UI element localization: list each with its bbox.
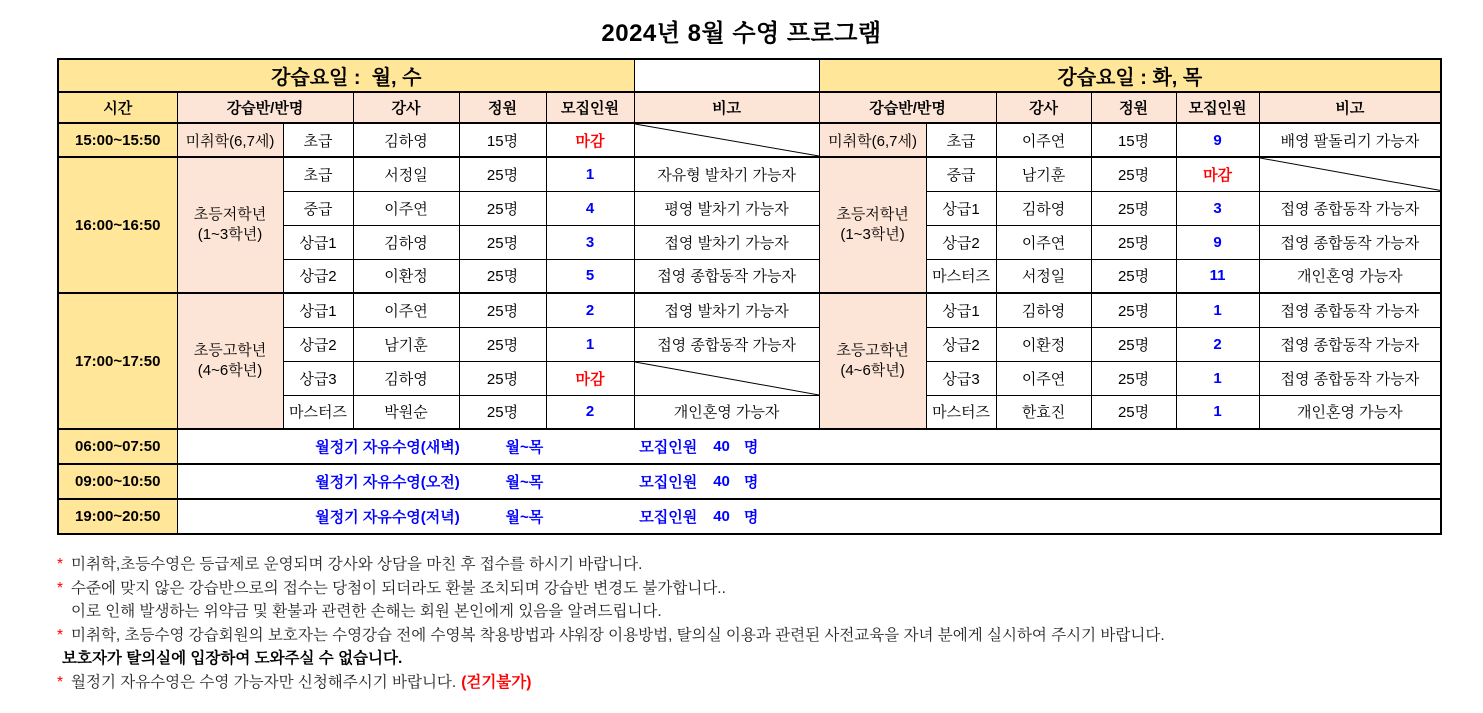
group-cell: 미취학(6,7세): [819, 123, 926, 157]
note-cell: 접영 종합동작 가능자: [634, 327, 819, 361]
capacity-cell: 15명: [1091, 123, 1176, 157]
level-cell: 상급2: [283, 327, 353, 361]
band-gap: [634, 59, 819, 92]
col-header-note: 비고: [1259, 92, 1441, 123]
note-line: [57, 624, 1483, 648]
time-cell: 06:00~07:50: [58, 429, 177, 464]
note-cell: 접영 종합동작 가능자: [1259, 361, 1441, 395]
col-header-note: 비고: [634, 92, 819, 123]
swim-schedule-table: [57, 58, 1442, 535]
col-header-capacity: 정원: [459, 92, 546, 123]
free-swim-row: [177, 464, 1441, 499]
level-cell: 중급: [283, 191, 353, 225]
note-star: *: [57, 673, 64, 691]
level-cell: 상급3: [926, 361, 996, 395]
time-cell: 19:00~20:50: [58, 499, 177, 534]
capacity-cell: 25명: [1091, 225, 1176, 259]
instructor-cell: 이환정: [996, 327, 1091, 361]
free-swim-count: 40: [713, 438, 730, 455]
group-grades: (4~6학년): [840, 362, 905, 379]
recruit-cell: 1: [1176, 395, 1259, 429]
group-grades: (1~3학년): [840, 226, 905, 243]
note-line: [57, 647, 1483, 671]
free-swim-days: 월~목: [505, 474, 544, 491]
empty-note-cell: [634, 361, 819, 395]
empty-note-cell: [634, 123, 819, 157]
instructor-cell: 이주연: [996, 225, 1091, 259]
note-star: *: [57, 556, 64, 573]
capacity-cell: 15명: [459, 123, 546, 157]
note-cell: 접영 종합동작 가능자: [634, 259, 819, 293]
note-line: [57, 577, 1483, 601]
instructor-cell: 남기훈: [353, 327, 459, 361]
note-highlight: (걷기불가): [461, 673, 532, 691]
instructor-cell: 이주연: [353, 293, 459, 327]
col-header-class: 강습반/반명: [177, 92, 353, 123]
free-swim-unit: 명: [743, 509, 759, 526]
level-cell: 상급3: [283, 361, 353, 395]
instructor-cell: 김하영: [353, 225, 459, 259]
note-line: [57, 671, 1483, 695]
diagonal-line: [635, 362, 819, 395]
col-header-time: 시간: [58, 92, 177, 123]
free-swim-unit: 명: [743, 474, 759, 491]
capacity-cell: 25명: [459, 327, 546, 361]
note-cell: 배영 팔돌리기 가능자: [1259, 123, 1441, 157]
level-cell: 마스터즈: [926, 395, 996, 429]
level-cell: 초급: [283, 157, 353, 191]
note-text: 이로 인해 발생하는 위약금 및 환불과 관련한 손해는 회원 본인에게 있음을 알려드립니다.: [71, 603, 662, 620]
free-swim-recruit-label: 모집인원: [639, 474, 698, 491]
note-text: 월정기 자유수영은 수영 가능자만 신청해주시기 바랍니다.: [71, 673, 457, 691]
group-grades: (4~6학년): [197, 362, 263, 379]
instructor-cell: 이주연: [996, 123, 1091, 157]
group-name: 초등저학년: [193, 205, 267, 223]
note-star: *: [57, 579, 64, 597]
note-cell: 접영 종합동작 가능자: [1259, 327, 1441, 361]
instructor-cell: 김하영: [353, 361, 459, 395]
capacity-cell: 25명: [1091, 293, 1176, 327]
page-title: 2024년 8월 수영 프로그램: [601, 20, 882, 47]
free-swim-row: [177, 499, 1441, 534]
capacity-cell: 25명: [459, 157, 546, 191]
note-text: 미취학,초등수영은 등급제로 운영되며 강사와 상담을 마친 후 접수를 하시기 바랍니다.: [71, 556, 643, 573]
instructor-cell: 김하영: [996, 293, 1091, 327]
note-cell: 개인혼영 가능자: [634, 395, 819, 429]
group-name: 초등고학년: [836, 341, 909, 359]
recruit-cell: 마감: [546, 361, 634, 395]
group-name: 초등고학년: [193, 341, 267, 359]
note-cell: 자유형 발차기 가능자: [634, 157, 819, 191]
recruit-cell: 1: [546, 157, 634, 191]
group-cell: [819, 157, 926, 293]
group-cell: [819, 293, 926, 429]
recruit-cell: 마감: [546, 123, 634, 157]
free-swim-name: 월정기 자유수영(저녁): [315, 509, 460, 526]
band-header-mon-wed: 강습요일 : 월, 수: [58, 59, 634, 92]
recruit-cell: 2: [546, 395, 634, 429]
recruit-cell: 3: [546, 225, 634, 259]
level-cell: 초급: [926, 123, 996, 157]
free-swim-days: 월~목: [505, 509, 544, 526]
free-swim-recruit-label: 모집인원: [639, 509, 698, 526]
col-header-instructor: 강사: [996, 92, 1091, 123]
diagonal-line: [1260, 158, 1441, 191]
note-cell: 접영 발차기 가능자: [634, 293, 819, 327]
level-cell: 상급2: [926, 327, 996, 361]
recruit-cell: 1: [1176, 361, 1259, 395]
level-cell: 상급2: [283, 259, 353, 293]
recruit-cell: 1: [546, 327, 634, 361]
recruit-cell: 5: [546, 259, 634, 293]
free-swim-count: 40: [713, 508, 730, 525]
instructor-cell: 서정일: [996, 259, 1091, 293]
capacity-cell: 25명: [459, 225, 546, 259]
capacity-cell: 25명: [459, 293, 546, 327]
time-cell: 17:00~17:50: [58, 293, 177, 429]
free-swim-recruit-label: 모집인원: [639, 439, 698, 456]
free-swim-unit: 명: [743, 439, 759, 456]
instructor-cell: 김하영: [996, 191, 1091, 225]
note-line: [57, 600, 1483, 624]
notes-section: [57, 553, 1483, 694]
recruit-cell: 2: [546, 293, 634, 327]
free-swim-name: 월정기 자유수영(오전): [315, 474, 460, 491]
free-swim-name: 월정기 자유수영(새벽): [315, 439, 460, 456]
instructor-cell: 이환정: [353, 259, 459, 293]
instructor-cell: 서정일: [353, 157, 459, 191]
col-header-recruit: 모집인원: [1176, 92, 1259, 123]
col-header-capacity: 정원: [1091, 92, 1176, 123]
level-cell: 마스터즈: [283, 395, 353, 429]
capacity-cell: 25명: [459, 395, 546, 429]
recruit-cell: 1: [1176, 293, 1259, 327]
note-star: *: [57, 626, 64, 644]
note-cell: 접영 종합동작 가능자: [1259, 293, 1441, 327]
note-cell: 개인혼영 가능자: [1259, 259, 1441, 293]
capacity-cell: 25명: [459, 191, 546, 225]
level-cell: 초급: [283, 123, 353, 157]
recruit-cell: 4: [546, 191, 634, 225]
note-text: 미취학, 초등수영 강습회원의 보호자는 수영강습 전에 수영복 착용방법과 샤워장 이용방법, 탈의실 이용과 관련된 사전교육을 자녀 분에게 실시하여 주시기 바랍니다.: [71, 626, 1165, 644]
recruit-cell: 9: [1176, 225, 1259, 259]
note-cell: 접영 종합동작 가능자: [1259, 191, 1441, 225]
instructor-cell: 한효진: [996, 395, 1091, 429]
capacity-cell: 25명: [459, 361, 546, 395]
instructor-cell: 이주연: [353, 191, 459, 225]
note-text-bold: 보호자가 탈의실에 입장하여 도와주실 수 없습니다.: [62, 650, 403, 667]
free-swim-days: 월~목: [505, 439, 544, 456]
time-cell: 09:00~10:50: [58, 464, 177, 499]
free-swim-count: 40: [713, 473, 730, 490]
capacity-cell: 25명: [1091, 157, 1176, 191]
note-text: 수준에 맞지 않은 강습반으로의 접수는 당첨이 되더라도 환불 조치되며 강습반 변경도 불가합니다..: [71, 579, 726, 597]
group-cell: [177, 293, 283, 429]
diagonal-line: [635, 124, 819, 156]
free-swim-row: [177, 429, 1441, 464]
level-cell: 상급1: [283, 293, 353, 327]
capacity-cell: 25명: [1091, 327, 1176, 361]
col-header-class: 강습반/반명: [819, 92, 996, 123]
note-cell: 접영 종합동작 가능자: [1259, 225, 1441, 259]
level-cell: 마스터즈: [926, 259, 996, 293]
level-cell: 상급1: [283, 225, 353, 259]
group-name: 초등저학년: [836, 205, 909, 223]
time-cell: 15:00~15:50: [58, 123, 177, 157]
capacity-cell: 25명: [1091, 361, 1176, 395]
instructor-cell: 이주연: [996, 361, 1091, 395]
band-header-tue-thu: 강습요일 : 화, 목: [819, 59, 1441, 92]
level-cell: 상급2: [926, 225, 996, 259]
note-cell: 접영 발차기 가능자: [634, 225, 819, 259]
capacity-cell: 25명: [1091, 191, 1176, 225]
recruit-cell: 9: [1176, 123, 1259, 157]
capacity-cell: 25명: [459, 259, 546, 293]
capacity-cell: 25명: [1091, 259, 1176, 293]
group-cell: [177, 157, 283, 293]
note-line: [57, 553, 1483, 577]
instructor-cell: 남기훈: [996, 157, 1091, 191]
group-cell: 미취학(6,7세): [177, 123, 283, 157]
level-cell: 상급1: [926, 191, 996, 225]
level-cell: 상급1: [926, 293, 996, 327]
recruit-cell: 2: [1176, 327, 1259, 361]
capacity-cell: 25명: [1091, 395, 1176, 429]
col-header-recruit: 모집인원: [546, 92, 634, 123]
instructor-cell: 박원순: [353, 395, 459, 429]
level-cell: 중급: [926, 157, 996, 191]
time-cell: 16:00~16:50: [58, 157, 177, 293]
group-grades: (1~3학년): [197, 226, 263, 243]
recruit-cell: 3: [1176, 191, 1259, 225]
note-cell: 개인혼영 가능자: [1259, 395, 1441, 429]
recruit-cell: 11: [1176, 259, 1259, 293]
instructor-cell: 김하영: [353, 123, 459, 157]
empty-note-cell: [1259, 157, 1441, 191]
note-cell: 평영 발차기 가능자: [634, 191, 819, 225]
col-header-instructor: 강사: [353, 92, 459, 123]
recruit-cell: 마감: [1176, 157, 1259, 191]
